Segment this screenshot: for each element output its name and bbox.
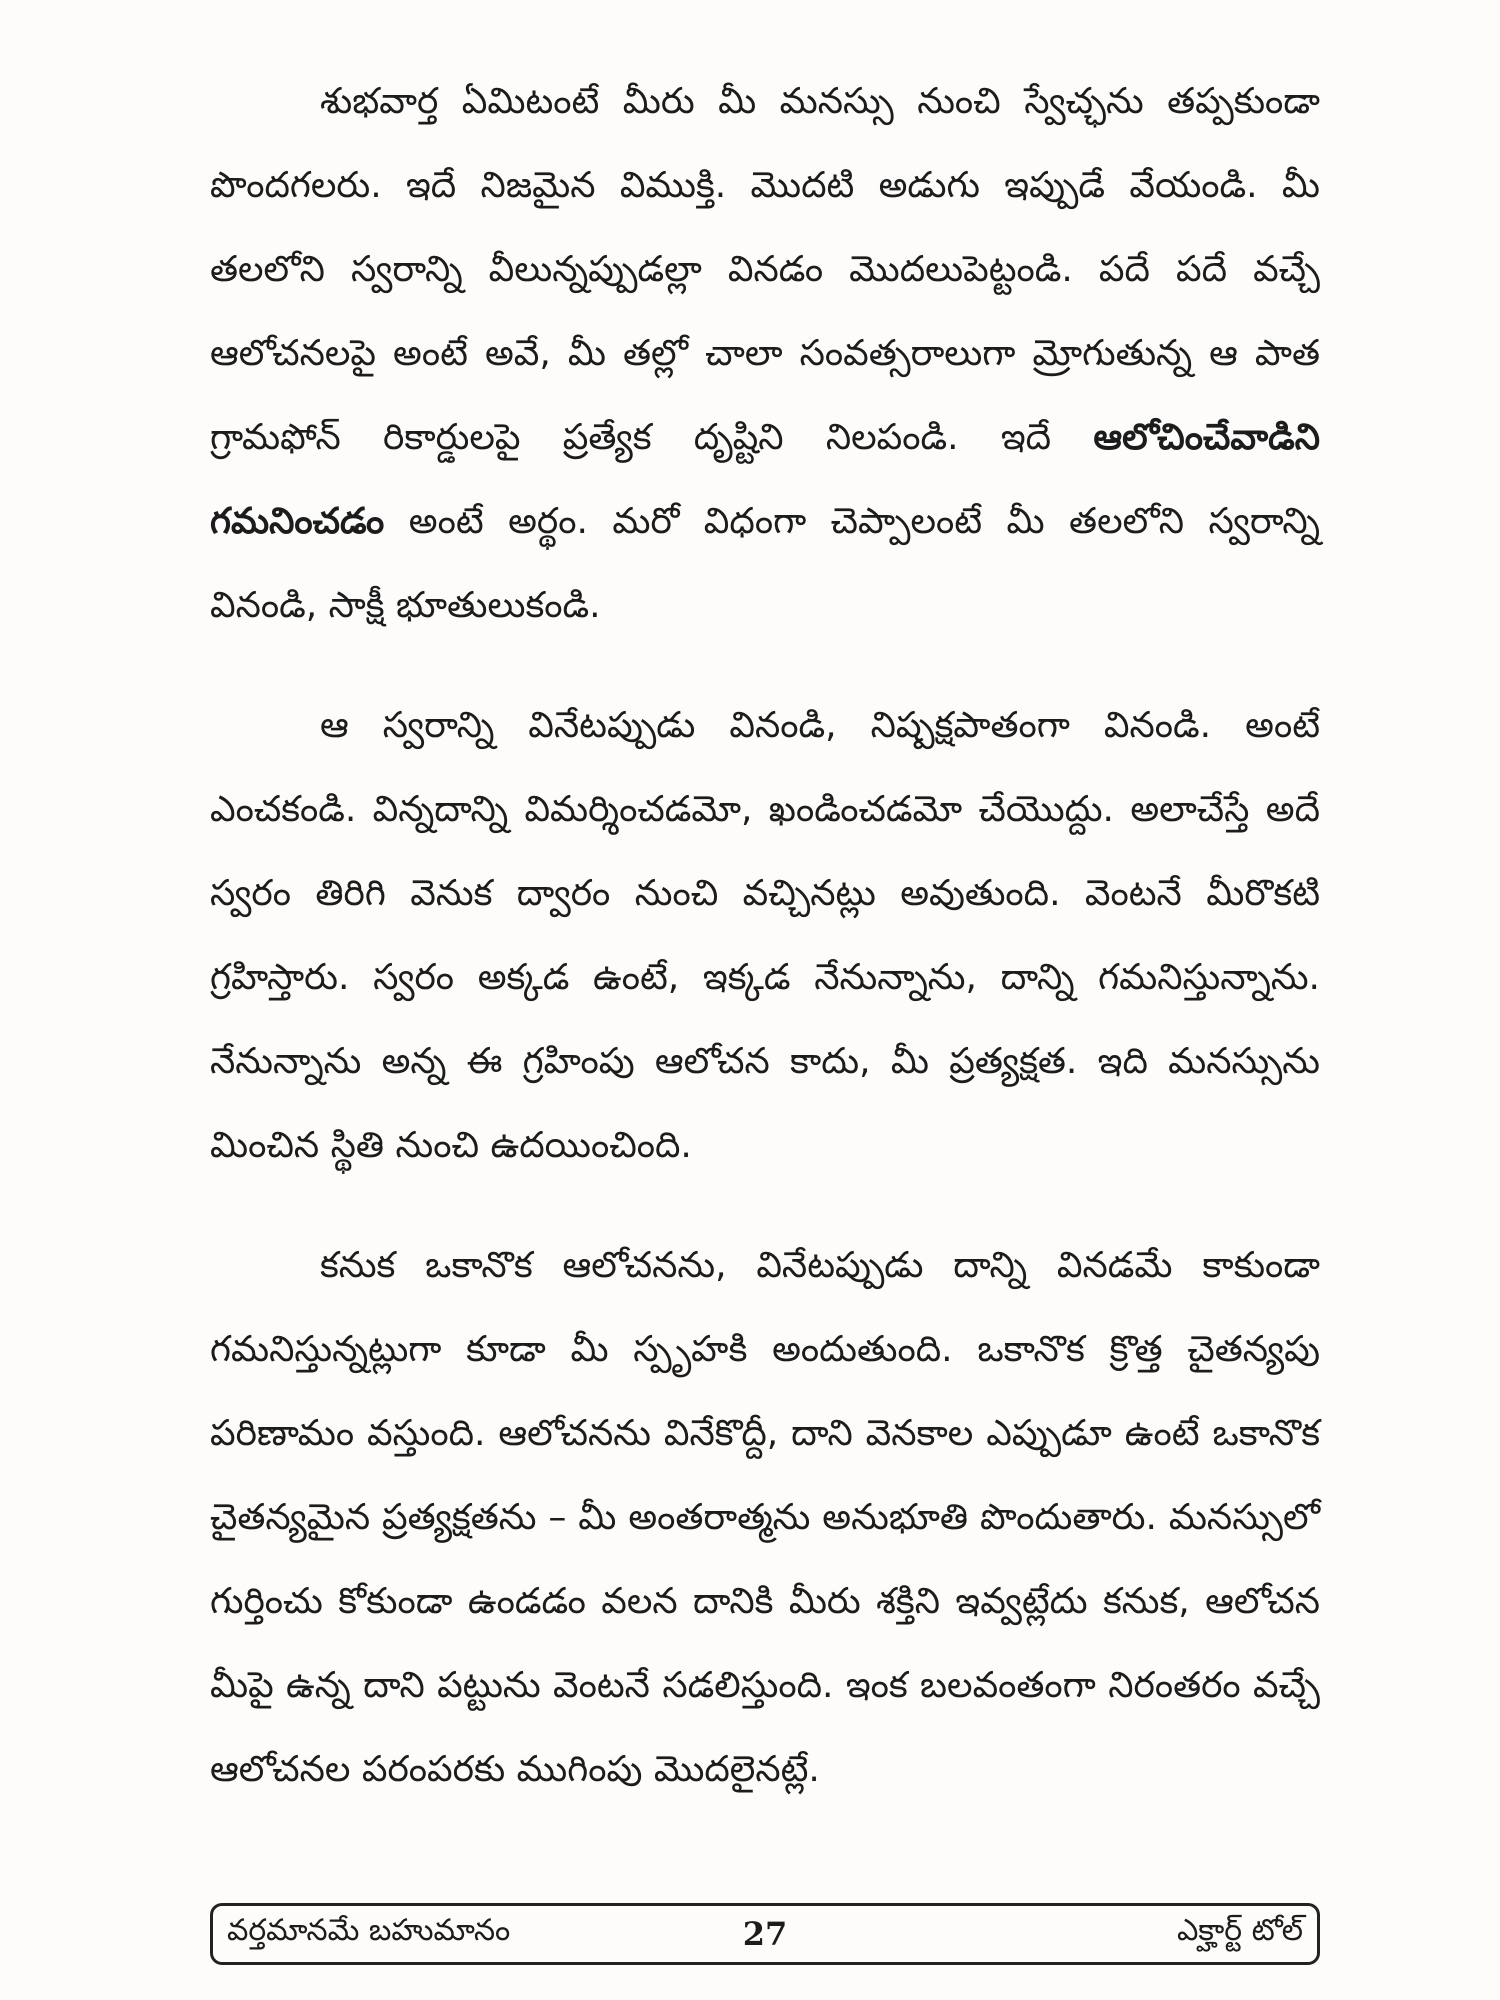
page-number: 27 bbox=[742, 1915, 788, 1953]
paragraph-3-text: కనుక ఒకానొక ఆలోచనను, వినేటప్పుడు దాన్ని వినడమే కాకుండా గమనిస్తున్నట్లుగా కూడా మీ స్పృహకి అందుతుంది. ఒకానొక క్రొత్త చైతన్యపు పరిణామం వస్తుంది. ఆలోచనను వినేకొద్దీ, దాని వెనకాల ఎప్పుడూ ఉంటే ఒకానొక చైతన్యమైన ప్రత్యక్షతను – మీ అంతరాత్మను అనుభూతి పొందుతారు. మనస్సులో గుర్తించు కోకుండా ఉండడం వలన దానికి మీరు శక్తిని ఇవ్వట్లేదు కనుక, ఆలోచన మీపై ఉన్న దాని పట్టును వెంటనే సడలిస్తుంది. ఇంక బలవంతంగా నిరంతరం వచ్చే ఆలోచనల పరంపరకు ముగింపు మొదలైనట్లే. bbox=[210, 1245, 1320, 1790]
author-name: ఎక్హార్ట్ టోల్ bbox=[1176, 1913, 1303, 1948]
paragraph-1-text-end: అంటే అర్థం. మరో విధంగా చెప్పాలంటే మీ తలలోని స్వరాన్ని వినండి, సాక్షీ భూతులుకండి. bbox=[210, 501, 1320, 626]
page-footer bbox=[210, 1903, 1320, 1965]
paragraph-2-text: ఆ స్వరాన్ని వినేటప్పుడు వినండి, నిష్పక్షపాతంగా వినండి. అంటే ఎంచకండి. విన్నదాన్ని విమర్శించడమో, ఖండించడమో చేయొద్దు. అలాచేస్తే అదే స్వరం తిరిగి వెనుక ద్వారం నుంచి వచ్చినట్లు అవుతుంది. వెంటనే మీరొకటి గ్రహిస్తారు. స్వరం అక్కడ ఉంటే, ఇక్కడ నేనున్నాను, దాన్ని గమనిస్తున్నాను. నేనున్నాను అన్న ఈ గ్రహింపు ఆలోచన కాదు, మీ ప్రత్యక్షత. ఇది మనస్సును మించిన స్థితి నుంచి ఉదయించింది. bbox=[210, 705, 1320, 1166]
book-title: వర్తమానమే బహుమానం bbox=[227, 1913, 511, 1948]
paragraph-3 bbox=[210, 1224, 1320, 1812]
emphasized-phrase: ఆలోచించేవాడిని గమనించడం bbox=[210, 417, 1320, 542]
paragraph-1 bbox=[210, 60, 1320, 648]
paragraph-1-text: శుభవార్త ఏమిటంటే మీరు మీ మనస్సు నుంచి స్వేచ్ఛను తప్పకుండా పొందగలరు. ఇదే నిజమైన విముక్తి. మొదటి అడుగు ఇప్పుడే వేయండి. మీ తలలోని స్వరాన్ని వీలున్నప్పుడల్లా వినడం మొదలుపెట్టండి. పదే పదే వచ్చే ఆలోచనలపై అంటే అవే, మీ తల్లో చాలా సంవత్సరాలుగా మ్రోగుతున్న ఆ పాత గ్రామఫోన్ రికార్డులపై ప్రత్యేక దృష్టిని నిలపండి. ఇదే bbox=[210, 81, 1320, 458]
paragraph-2 bbox=[210, 684, 1320, 1188]
body-text bbox=[210, 60, 1320, 1812]
